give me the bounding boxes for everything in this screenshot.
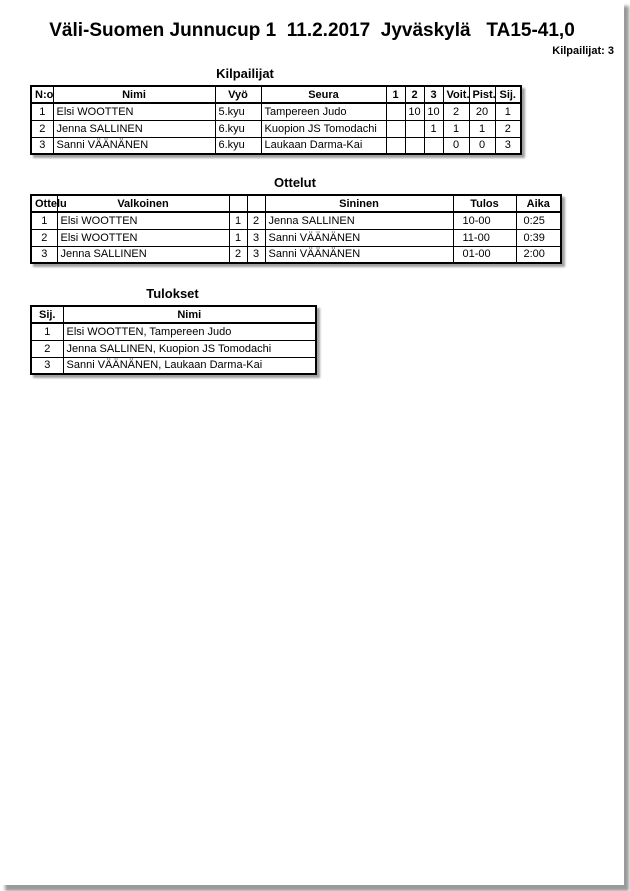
cell-voit: 0	[443, 137, 469, 154]
cell-3: 1	[424, 120, 443, 137]
col-seura: Seura	[261, 86, 386, 103]
cell-tulos: 01-00	[453, 246, 516, 263]
header-row	[31, 86, 521, 103]
cell-tulos: 10-00	[453, 212, 516, 229]
cell-1	[386, 137, 405, 154]
cell-match-no: 3	[31, 246, 57, 263]
header-row	[31, 306, 316, 323]
col-sininen: Sininen	[265, 195, 453, 212]
cell-pist: 20	[469, 103, 495, 120]
cell-2	[405, 137, 424, 154]
col-no: N:o	[31, 86, 53, 103]
tulokset-table	[30, 305, 317, 375]
competitors-count: Kilpailijat: 3	[552, 45, 614, 57]
cell-tulos: 11-00	[453, 229, 516, 246]
cell-nimi: Jenna SALLINEN, Kuopion JS Tomodachi	[63, 340, 316, 357]
cell-no: 3	[31, 137, 53, 154]
table-row	[31, 340, 316, 357]
table-row	[31, 137, 521, 154]
cell-seura: Laukaan Darma-Kai	[261, 137, 386, 154]
col-aika: Aika	[516, 195, 561, 212]
cell-white-no: 2	[229, 246, 247, 263]
cell-sij: 2	[31, 340, 63, 357]
cell-sininen: Jenna SALLINEN	[265, 212, 453, 229]
table-row	[31, 229, 561, 246]
tulokset-heading: Tulokset	[146, 286, 199, 301]
cell-aika: 0:39	[516, 229, 561, 246]
cell-sij: 3	[495, 137, 521, 154]
cell-sininen: Sanni VÄÄNÄNEN	[265, 229, 453, 246]
kilpailijat-table	[30, 85, 522, 155]
cell-aika: 2:00	[516, 246, 561, 263]
cell-seura: Tampereen Judo	[261, 103, 386, 120]
cell-3: 10	[424, 103, 443, 120]
table-row	[31, 120, 521, 137]
cell-vyo: 5.kyu	[215, 103, 261, 120]
col-tulos: Tulos	[453, 195, 516, 212]
col-voit: Voit.	[443, 86, 469, 103]
cell-match-no: 1	[31, 212, 57, 229]
col-ottelu: Ottelu	[31, 195, 57, 212]
cell-1	[386, 103, 405, 120]
cell-nimi: Jenna SALLINEN	[53, 120, 215, 137]
cell-white-no: 1	[229, 229, 247, 246]
table-row	[31, 103, 521, 120]
col-pist: Pist.	[469, 86, 495, 103]
cell-match-no: 2	[31, 229, 57, 246]
cell-blue-no: 3	[247, 246, 265, 263]
cell-nimi: Sanni VÄÄNÄNEN	[53, 137, 215, 154]
cell-blue-no: 3	[247, 229, 265, 246]
ottelut-table	[30, 194, 562, 264]
cell-nimi: Elsi WOOTTEN	[53, 103, 215, 120]
cell-voit: 1	[443, 120, 469, 137]
cell-pist: 1	[469, 120, 495, 137]
cell-2: 10	[405, 103, 424, 120]
cell-valkoinen: Elsi WOOTTEN	[57, 229, 229, 246]
table-row	[31, 212, 561, 229]
cell-voit: 2	[443, 103, 469, 120]
cell-vyo: 6.kyu	[215, 120, 261, 137]
cell-nimi: Sanni VÄÄNÄNEN, Laukaan Darma-Kai	[63, 357, 316, 374]
page-title: Väli-Suomen Junnucup 1 11.2.2017 Jyväskylä TA15-41,0	[49, 20, 575, 41]
col-2: 2	[405, 86, 424, 103]
cell-sij: 1	[31, 323, 63, 340]
col-3: 3	[424, 86, 443, 103]
col-blank-white-no	[229, 195, 247, 212]
cell-nimi: Elsi WOOTTEN, Tampereen Judo	[63, 323, 316, 340]
col-nimi: Nimi	[63, 306, 316, 323]
cell-aika: 0:25	[516, 212, 561, 229]
cell-sij: 1	[495, 103, 521, 120]
cell-valkoinen: Elsi WOOTTEN	[57, 212, 229, 229]
table-row	[31, 323, 316, 340]
cell-2	[405, 120, 424, 137]
kilpailijat-heading: Kilpailijat	[216, 66, 274, 81]
cell-sininen: Sanni VÄÄNÄNEN	[265, 246, 453, 263]
cell-no: 1	[31, 103, 53, 120]
cell-pist: 0	[469, 137, 495, 154]
table-row	[31, 246, 561, 263]
col-valkoinen: Valkoinen	[57, 195, 229, 212]
cell-no: 2	[31, 120, 53, 137]
cell-vyo: 6.kyu	[215, 137, 261, 154]
cell-blue-no: 2	[247, 212, 265, 229]
col-blank-blue-no	[247, 195, 265, 212]
col-sij: Sij.	[495, 86, 521, 103]
col-1: 1	[386, 86, 405, 103]
col-nimi: Nimi	[53, 86, 215, 103]
header-row	[31, 195, 561, 212]
cell-valkoinen: Jenna SALLINEN	[57, 246, 229, 263]
col-vyo: Vyö	[215, 86, 261, 103]
cell-seura: Kuopion JS Tomodachi	[261, 120, 386, 137]
cell-sij: 3	[31, 357, 63, 374]
table-row	[31, 357, 316, 374]
cell-sij: 2	[495, 120, 521, 137]
cell-1	[386, 120, 405, 137]
col-sij: Sij.	[31, 306, 63, 323]
cell-3	[424, 137, 443, 154]
ottelut-heading: Ottelut	[274, 175, 316, 190]
cell-white-no: 1	[229, 212, 247, 229]
